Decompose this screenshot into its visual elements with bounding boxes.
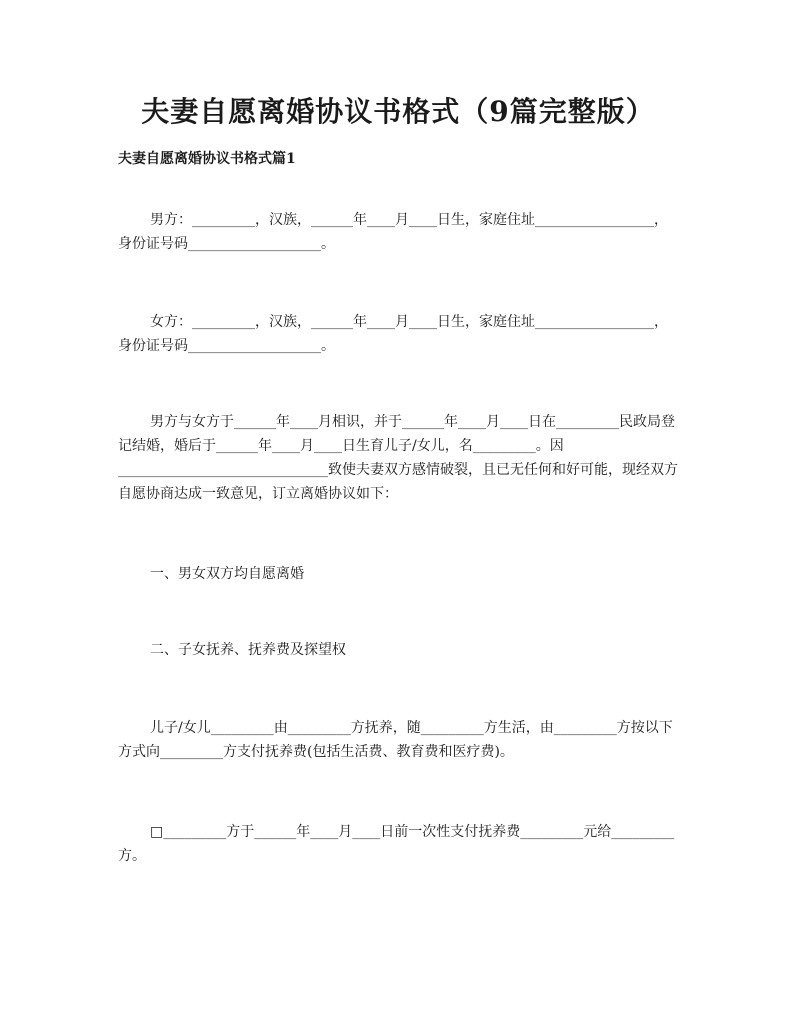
paragraph-text: 男方与女方于______年____月相识，并于______年____月____日在_________民政局登记结婚，婚后于______年____月____日生育儿子/女儿，名_________。因______________________________致使夫妻双方感情破裂，且已无任何和好可能，现经双方自愿协商达成一致意见，订立离婚协议如下： (118, 414, 678, 502)
paragraph-text: 二、子女抚养、抚养费及探望权 (150, 642, 346, 658)
paragraph-wife-info (118, 310, 680, 358)
paragraph-text: 儿子/女儿_________由_________方抚养，随_________方生活，由_________方按以下方式向_________方支付抚养费(包括生活费、教育费和医疗费)。 (118, 720, 673, 760)
paragraph-child-custody (118, 716, 680, 764)
clause-heading-1 (118, 562, 680, 586)
paragraph-lump-sum-payment (118, 820, 680, 868)
paragraph-text: 男方：_________，汉族，______年____月____日生，家庭住址_________________，身份证号码___________________。 (118, 212, 668, 252)
paragraph-text: 女方：_________，汉族，______年____月____日生，家庭住址_________________，身份证号码___________________。 (118, 314, 668, 354)
document-title: 夫妻自愿离婚协议书格式（9篇完整版） (141, 95, 655, 128)
paragraph-marriage-background (118, 410, 680, 506)
section-heading: 夫妻自愿离婚协议书格式篇1 (118, 151, 296, 167)
clause-heading-2 (118, 638, 680, 662)
paragraph-husband-info (118, 208, 680, 256)
paragraph-text: □_________方于______年____月____日前一次性支付抚养费_________元给_________方。 (118, 824, 675, 864)
paragraph-text: 一、男女双方均自愿离婚 (150, 566, 304, 582)
